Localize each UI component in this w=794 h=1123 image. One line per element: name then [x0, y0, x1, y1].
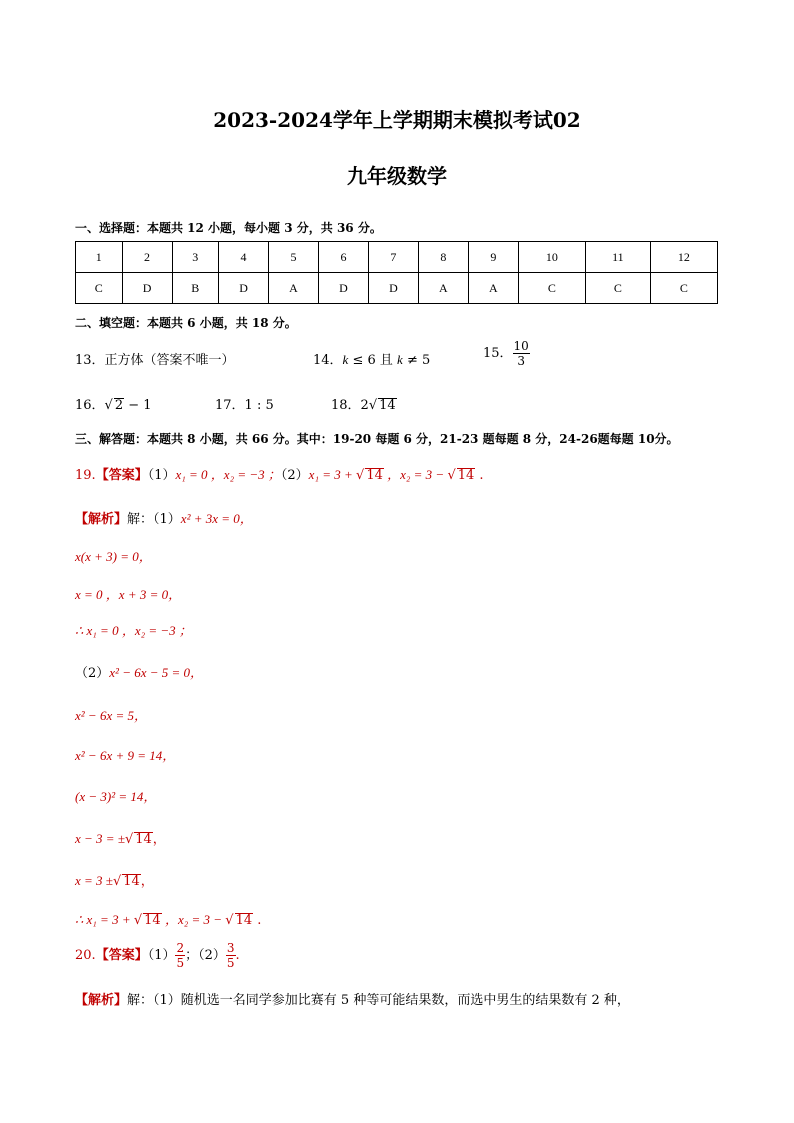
- question-number: 18．: [331, 398, 361, 413]
- section-2-heading: 二、填空题：本题共 6 小题，共 18 分。: [75, 316, 297, 330]
- table-cell: 6: [318, 242, 368, 273]
- fraction-denominator: 5: [226, 956, 235, 970]
- math-expression: ，x₂ = 3 −: [383, 467, 448, 482]
- math-expression: x² + 3x = 0，: [180, 511, 253, 526]
- separator: ；（2）: [185, 948, 226, 963]
- question-number: 16．: [75, 398, 105, 413]
- math-expression: x = 3 ±: [75, 873, 113, 888]
- math-expression: x₁ = 0 ，x₂ = −3 ；: [175, 467, 281, 482]
- sqrt-sign: √: [124, 832, 134, 847]
- answer-table: [75, 241, 718, 304]
- radicand: 14: [379, 398, 396, 413]
- fraction: [513, 339, 530, 368]
- table-cell: C: [76, 273, 123, 304]
- math-text: .: [235, 948, 240, 963]
- sqrt-sign: √: [368, 398, 378, 413]
- table-cell: 2: [122, 242, 172, 273]
- math-var: k: [397, 352, 403, 367]
- solution-step: [75, 909, 261, 928]
- table-cell: C: [650, 273, 717, 304]
- table-cell: 4: [219, 242, 269, 273]
- solution-step: x² − 6x + 9 = 14，: [75, 748, 176, 763]
- math-text: 2: [360, 398, 369, 413]
- table-cell: D: [318, 273, 368, 304]
- q19-analysis-line: [75, 508, 253, 527]
- q20-answer-line: [75, 941, 240, 970]
- analysis-tag: 【解析】: [75, 512, 128, 527]
- analysis-prefix: 解：（1）: [127, 512, 181, 527]
- section-1-heading: 一、选择题：本题共 12 小题，每小题 3 分，共 36 分。: [75, 221, 382, 235]
- table-cell: A: [468, 273, 518, 304]
- fraction: [175, 941, 185, 970]
- table-cell: A: [418, 273, 468, 304]
- table-cell: C: [585, 273, 650, 304]
- part-label: （1）: [147, 948, 176, 963]
- page-subtitle: 九年级数学: [347, 164, 447, 188]
- page-title: 2023-2024学年上学期期末模拟考试02: [213, 108, 581, 132]
- solution-part-2: [75, 662, 203, 681]
- math-text: .: [475, 468, 484, 483]
- math-text: ，: [152, 832, 166, 847]
- fraction: [226, 941, 236, 970]
- fill-answer-14: [313, 349, 430, 368]
- question-number: 13．: [75, 353, 105, 368]
- fill-answer-18: [331, 394, 397, 413]
- solution-step: x(x + 3) = 0，: [75, 549, 152, 564]
- q19-answer-line: [75, 464, 484, 483]
- analysis-text: 解：（1）随机选一名同学参加比赛有 5 种等可能结果数，而选中男生的结果数有 2 种，: [127, 993, 630, 1008]
- fraction-numerator: 3: [226, 941, 235, 955]
- math-text: .: [253, 913, 262, 928]
- table-cell: 7: [368, 242, 418, 273]
- math-text: ≤ 6 且: [348, 353, 398, 368]
- part-label: （2）: [75, 666, 110, 681]
- table-cell: D: [122, 273, 172, 304]
- fraction-numerator: 2: [176, 941, 185, 955]
- question-number: 20.: [75, 948, 96, 963]
- question-number: 19.: [75, 468, 96, 483]
- radicand: 2: [114, 398, 124, 413]
- fraction-denominator: 3: [517, 354, 525, 368]
- math-expression: x₁ = 3 +: [308, 467, 357, 482]
- fill-answer-17: [215, 394, 274, 413]
- answer-tag: 【答案】: [95, 468, 148, 483]
- sqrt-sign: √: [133, 913, 143, 928]
- table-cell: D: [368, 273, 418, 304]
- answer-tag: 【答案】: [95, 948, 148, 963]
- solution-step: x² − 6x = 5，: [75, 708, 147, 723]
- part-label: （2）: [280, 468, 309, 483]
- fraction-denominator: 5: [176, 956, 185, 970]
- radicand: 14: [366, 468, 383, 483]
- fill-answer-15: [483, 339, 530, 368]
- q20-analysis-line: [75, 989, 630, 1008]
- sqrt-sign: √: [356, 468, 365, 483]
- sqrt-sign: √: [447, 468, 456, 483]
- answer-text: 正方体（答案不唯一）: [104, 353, 235, 368]
- part-label: （1）: [147, 468, 176, 483]
- math-text: ≠ 5: [402, 353, 431, 368]
- answer-text: 1 : 5: [244, 398, 274, 413]
- solution-step: ∴ x₁ = 0 ，x₂ = −3 ；: [75, 623, 192, 638]
- solution-step: [75, 828, 166, 847]
- radicand: 14: [123, 874, 140, 889]
- analysis-tag: 【解析】: [75, 993, 128, 1008]
- table-cell: 5: [269, 242, 319, 273]
- table-cell: 12: [650, 242, 717, 273]
- solution-step: [75, 870, 154, 889]
- radicand: 14: [457, 468, 475, 483]
- sqrt-sign: √: [112, 874, 122, 889]
- math-expression: x − 3 = ±: [75, 831, 125, 846]
- math-text: ，: [140, 874, 154, 889]
- table-cell: 3: [172, 242, 219, 273]
- answer-table-answer-row: [76, 273, 718, 304]
- fill-answer-16: [75, 394, 152, 413]
- math-expression: ∴ x₁ = 3 +: [75, 912, 134, 927]
- table-cell: 8: [418, 242, 468, 273]
- question-number: 14．: [313, 353, 343, 368]
- table-cell: 10: [518, 242, 585, 273]
- question-number: 15．: [483, 346, 513, 361]
- table-cell: A: [269, 273, 319, 304]
- section-3-heading: 三、解答题：本题共 8 小题，共 66 分。其中：19-20 每题 6 分，21-23 题每题 8 分，24-26题每题 10分。: [75, 432, 679, 446]
- fill-answer-13: [75, 349, 235, 368]
- question-number: 17．: [215, 398, 245, 413]
- math-expression: x² − 6x − 5 = 0，: [109, 665, 204, 680]
- answer-table-number-row: [76, 242, 718, 273]
- table-cell: 1: [76, 242, 123, 273]
- table-cell: C: [518, 273, 585, 304]
- solution-step: x = 0 ，x + 3 = 0，: [75, 587, 182, 602]
- table-cell: 11: [585, 242, 650, 273]
- fraction-numerator: 10: [513, 339, 529, 353]
- solution-step: (x − 3)² = 14，: [75, 789, 157, 804]
- sqrt-sign: √: [225, 913, 234, 928]
- sqrt-sign: √: [104, 398, 113, 413]
- math-text: − 1: [124, 398, 152, 413]
- table-cell: B: [172, 273, 219, 304]
- math-var: k: [342, 352, 349, 367]
- radicand: 14: [235, 913, 253, 928]
- math-expression: ，x₂ = 3 −: [161, 912, 226, 927]
- table-cell: D: [219, 273, 269, 304]
- radicand: 14: [144, 913, 161, 928]
- radicand: 14: [135, 832, 152, 847]
- table-cell: 9: [468, 242, 518, 273]
